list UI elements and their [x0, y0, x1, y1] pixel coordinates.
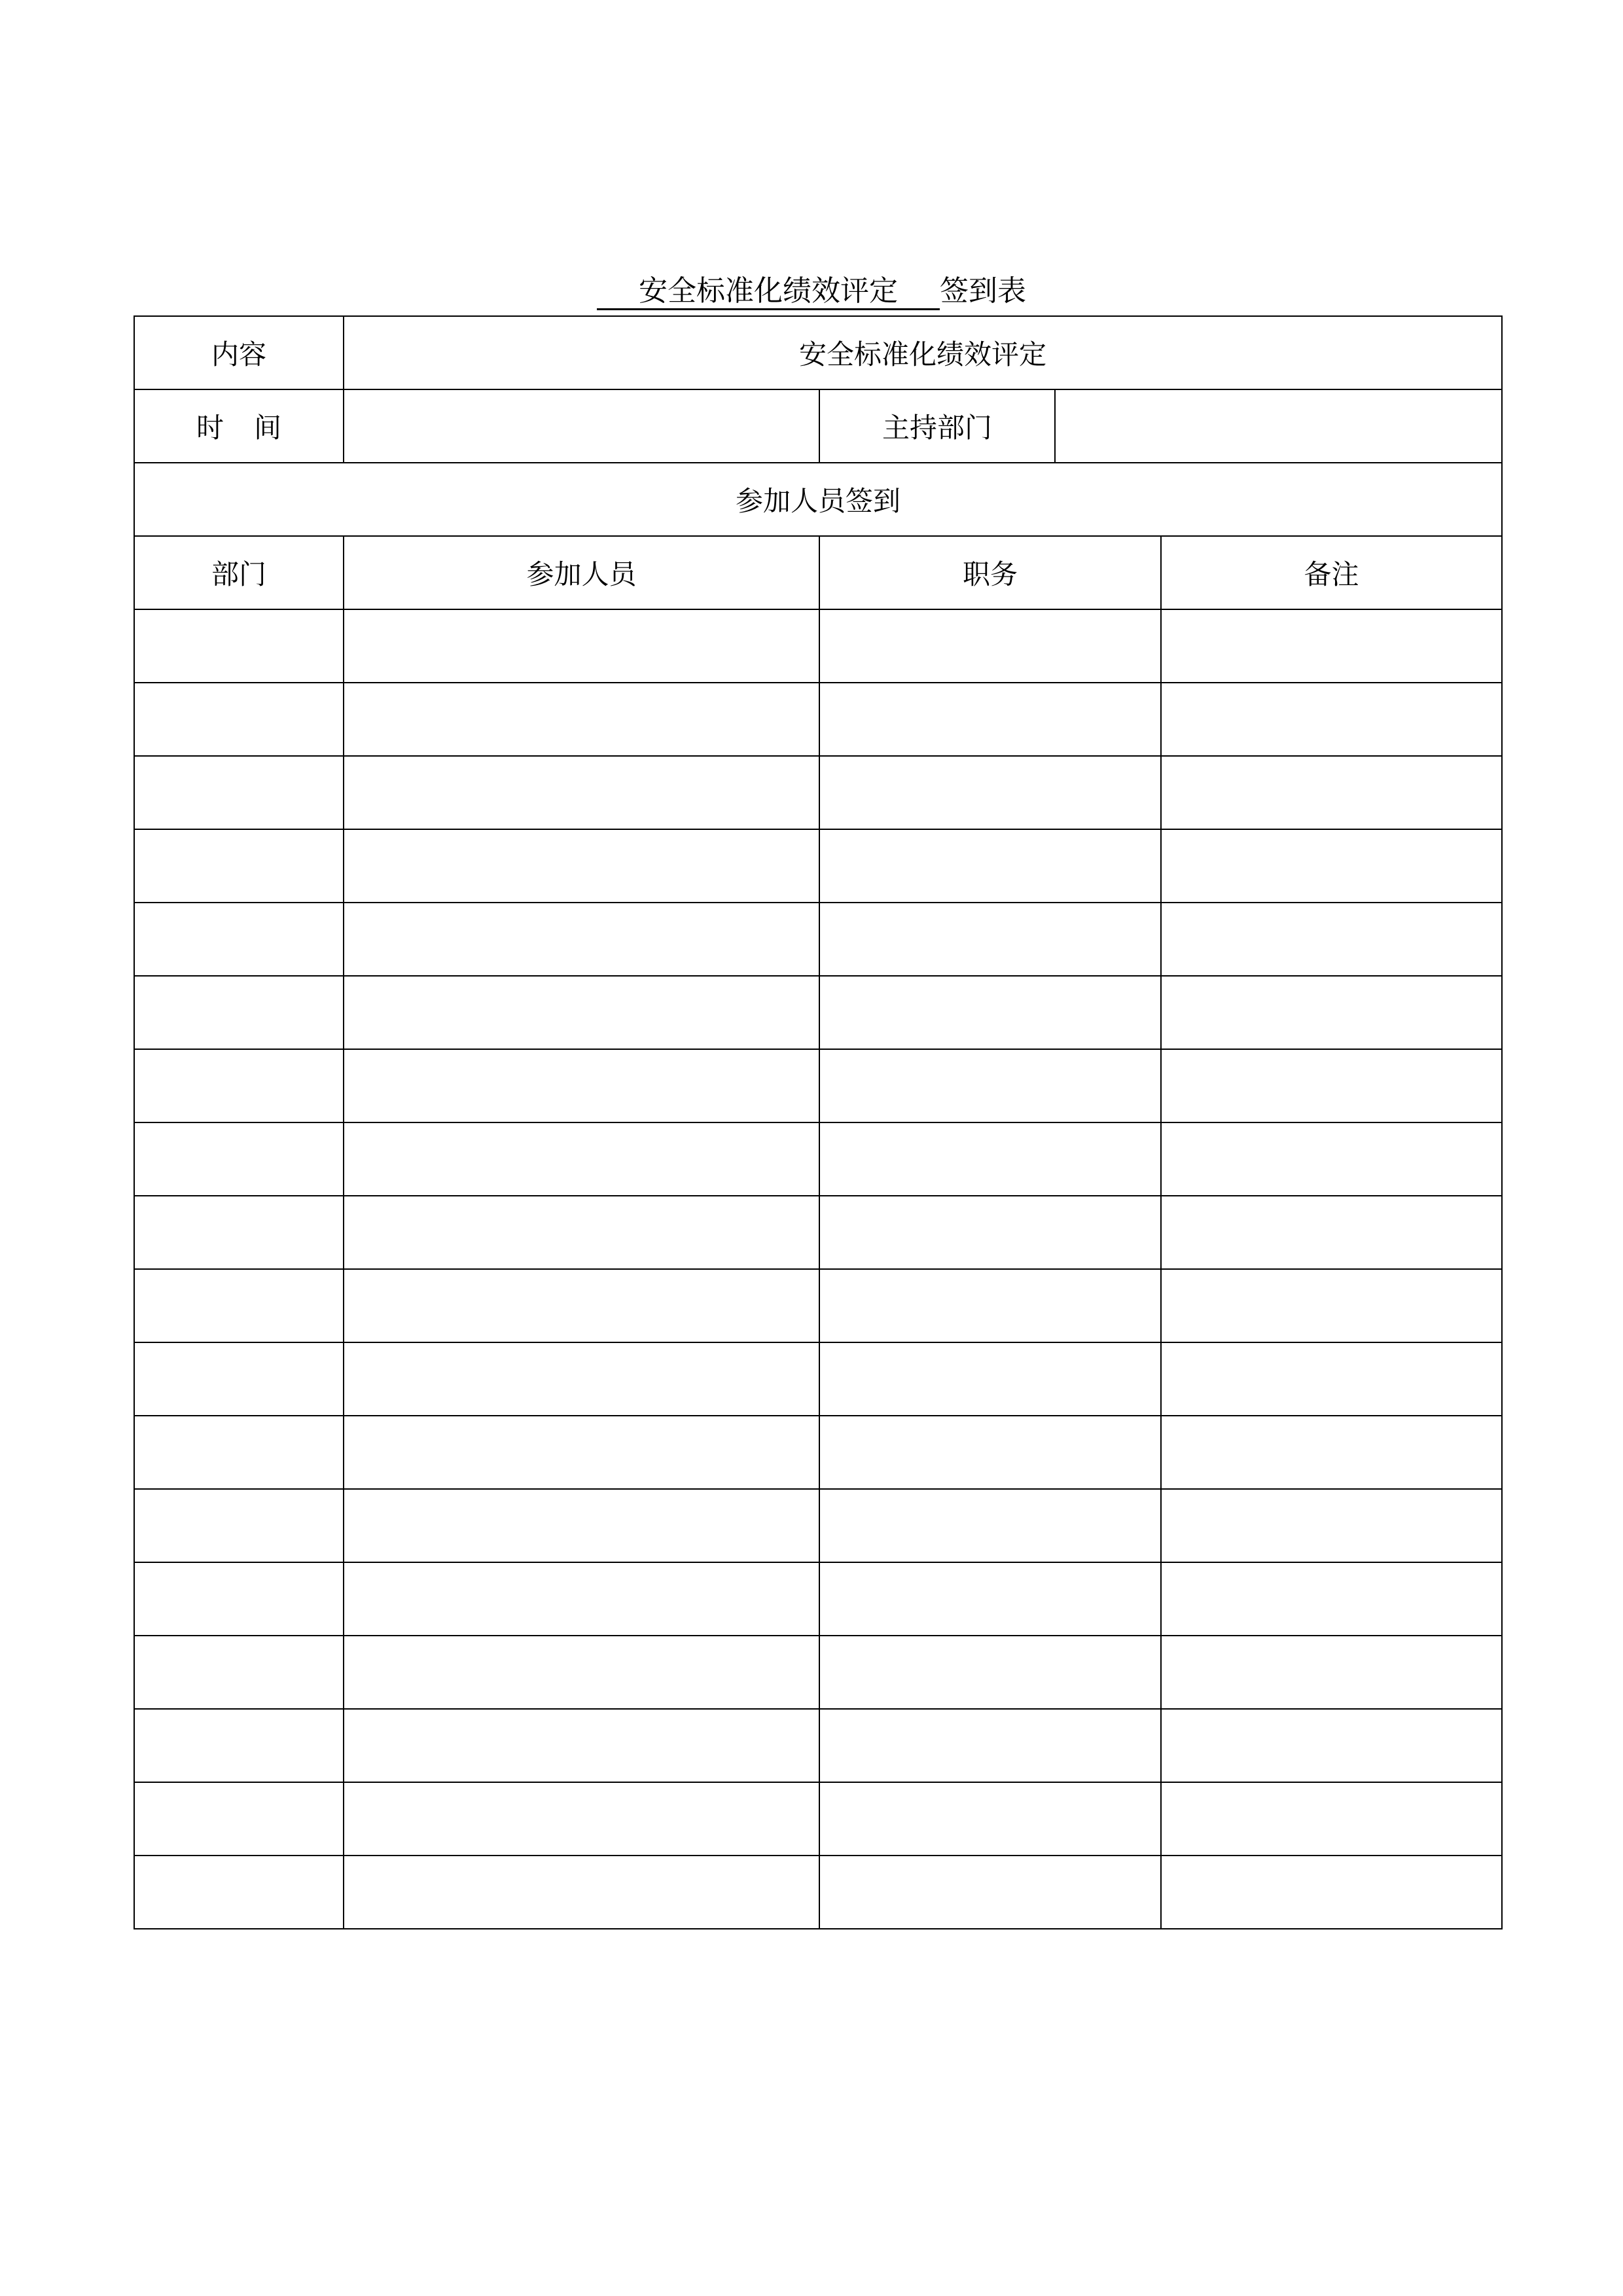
dept-cell[interactable] [134, 829, 344, 903]
section-header-row [134, 463, 1502, 536]
dept-cell[interactable] [134, 756, 344, 829]
dept-cell[interactable] [134, 1562, 344, 1636]
position-cell[interactable] [819, 1196, 1161, 1269]
remarks-cell[interactable] [1161, 903, 1502, 976]
remarks-cell[interactable] [1161, 1636, 1502, 1709]
position-cell[interactable] [819, 1636, 1161, 1709]
dept-cell[interactable] [134, 1636, 344, 1709]
position-cell[interactable] [819, 1856, 1161, 1929]
time-label-char-2: 间 [254, 412, 282, 444]
time-label-char-1: 时 [196, 412, 224, 444]
host-dept-label: 主持部门 [819, 389, 1055, 463]
remarks-cell[interactable] [1161, 1269, 1502, 1342]
dept-cell[interactable] [134, 1709, 344, 1782]
sign-in-sheet-table [134, 315, 1503, 1929]
dept-cell[interactable] [134, 1196, 344, 1269]
dept-cell[interactable] [134, 1856, 344, 1929]
column-header-row [134, 536, 1502, 609]
attendee-cell[interactable] [344, 1416, 819, 1489]
dept-cell[interactable] [134, 1122, 344, 1196]
column-header-attendee: 参加人员 [344, 536, 819, 609]
table-row [134, 829, 1502, 903]
attendee-cell[interactable] [344, 1709, 819, 1782]
attendee-cell[interactable] [344, 1856, 819, 1929]
attendee-cell[interactable] [344, 1562, 819, 1636]
column-header-remarks: 备注 [1161, 536, 1502, 609]
content-row [134, 316, 1502, 389]
dept-cell[interactable] [134, 1782, 344, 1856]
dept-cell[interactable] [134, 1416, 344, 1489]
table-row [134, 1562, 1502, 1636]
table-row [134, 976, 1502, 1049]
position-cell[interactable] [819, 1122, 1161, 1196]
remarks-cell[interactable] [1161, 756, 1502, 829]
remarks-cell[interactable] [1161, 1709, 1502, 1782]
section-header: 参加人员签到 [134, 463, 1502, 536]
attendee-cell[interactable] [344, 683, 819, 756]
table-row [134, 1489, 1502, 1562]
remarks-cell[interactable] [1161, 976, 1502, 1049]
table-row [134, 1049, 1502, 1122]
attendee-cell[interactable] [344, 903, 819, 976]
attendee-cell[interactable] [344, 1636, 819, 1709]
attendee-cell[interactable] [344, 829, 819, 903]
time-label [134, 389, 344, 463]
title-filled-text: 安全标准化绩效评定 [597, 274, 940, 310]
remarks-cell[interactable] [1161, 1856, 1502, 1929]
remarks-cell[interactable] [1161, 1342, 1502, 1416]
position-cell[interactable] [819, 1049, 1161, 1122]
table-row [134, 1782, 1502, 1856]
position-cell[interactable] [819, 976, 1161, 1049]
dept-cell[interactable] [134, 1342, 344, 1416]
attendee-cell[interactable] [344, 1782, 819, 1856]
column-header-dept: 部门 [134, 536, 344, 609]
position-cell[interactable] [819, 1416, 1161, 1489]
document-title [0, 272, 1623, 311]
table-row [134, 903, 1502, 976]
remarks-cell[interactable] [1161, 609, 1502, 683]
content-value[interactable]: 安全标准化绩效评定 [344, 316, 1502, 389]
position-cell[interactable] [819, 829, 1161, 903]
remarks-cell[interactable] [1161, 1489, 1502, 1562]
attendee-cell[interactable] [344, 976, 819, 1049]
title-suffix-text: 签到表 [940, 274, 1026, 308]
attendee-cell[interactable] [344, 1049, 819, 1122]
position-cell[interactable] [819, 1782, 1161, 1856]
table-row [134, 1269, 1502, 1342]
table-row [134, 1416, 1502, 1489]
table-row [134, 1122, 1502, 1196]
time-value-cell[interactable] [344, 389, 819, 463]
position-cell[interactable] [819, 903, 1161, 976]
position-cell[interactable] [819, 1342, 1161, 1416]
position-cell[interactable] [819, 683, 1161, 756]
position-cell[interactable] [819, 609, 1161, 683]
attendee-cell[interactable] [344, 1342, 819, 1416]
position-cell[interactable] [819, 756, 1161, 829]
position-cell[interactable] [819, 1709, 1161, 1782]
table-row [134, 683, 1502, 756]
attendee-cell[interactable] [344, 609, 819, 683]
time-row [134, 389, 1502, 463]
table-row [134, 756, 1502, 829]
content-label: 内容 [134, 316, 344, 389]
remarks-cell[interactable] [1161, 1196, 1502, 1269]
host-dept-value-cell[interactable] [1055, 389, 1502, 463]
attendee-cell[interactable] [344, 1122, 819, 1196]
position-cell[interactable] [819, 1562, 1161, 1636]
remarks-cell[interactable] [1161, 1782, 1502, 1856]
remarks-cell[interactable] [1161, 683, 1502, 756]
position-cell[interactable] [819, 1489, 1161, 1562]
table-row [134, 1342, 1502, 1416]
column-header-position: 职务 [819, 536, 1161, 609]
attendee-cell[interactable] [344, 1196, 819, 1269]
dept-cell[interactable] [134, 976, 344, 1049]
attendee-cell[interactable] [344, 1269, 819, 1342]
position-cell[interactable] [819, 1269, 1161, 1342]
attendee-cell[interactable] [344, 756, 819, 829]
remarks-cell[interactable] [1161, 1122, 1502, 1196]
remarks-cell[interactable] [1161, 1416, 1502, 1489]
dept-cell[interactable] [134, 609, 344, 683]
remarks-cell[interactable] [1161, 1049, 1502, 1122]
dept-cell[interactable] [134, 903, 344, 976]
dept-cell[interactable] [134, 1269, 344, 1342]
table-row [134, 1709, 1502, 1782]
dept-cell[interactable] [134, 1489, 344, 1562]
table-row [134, 1196, 1502, 1269]
table-row [134, 609, 1502, 683]
remarks-cell[interactable] [1161, 1562, 1502, 1636]
table-row [134, 1636, 1502, 1709]
dept-cell[interactable] [134, 1049, 344, 1122]
dept-cell[interactable] [134, 683, 344, 756]
table-row [134, 1856, 1502, 1929]
attendee-cell[interactable] [344, 1489, 819, 1562]
remarks-cell[interactable] [1161, 829, 1502, 903]
